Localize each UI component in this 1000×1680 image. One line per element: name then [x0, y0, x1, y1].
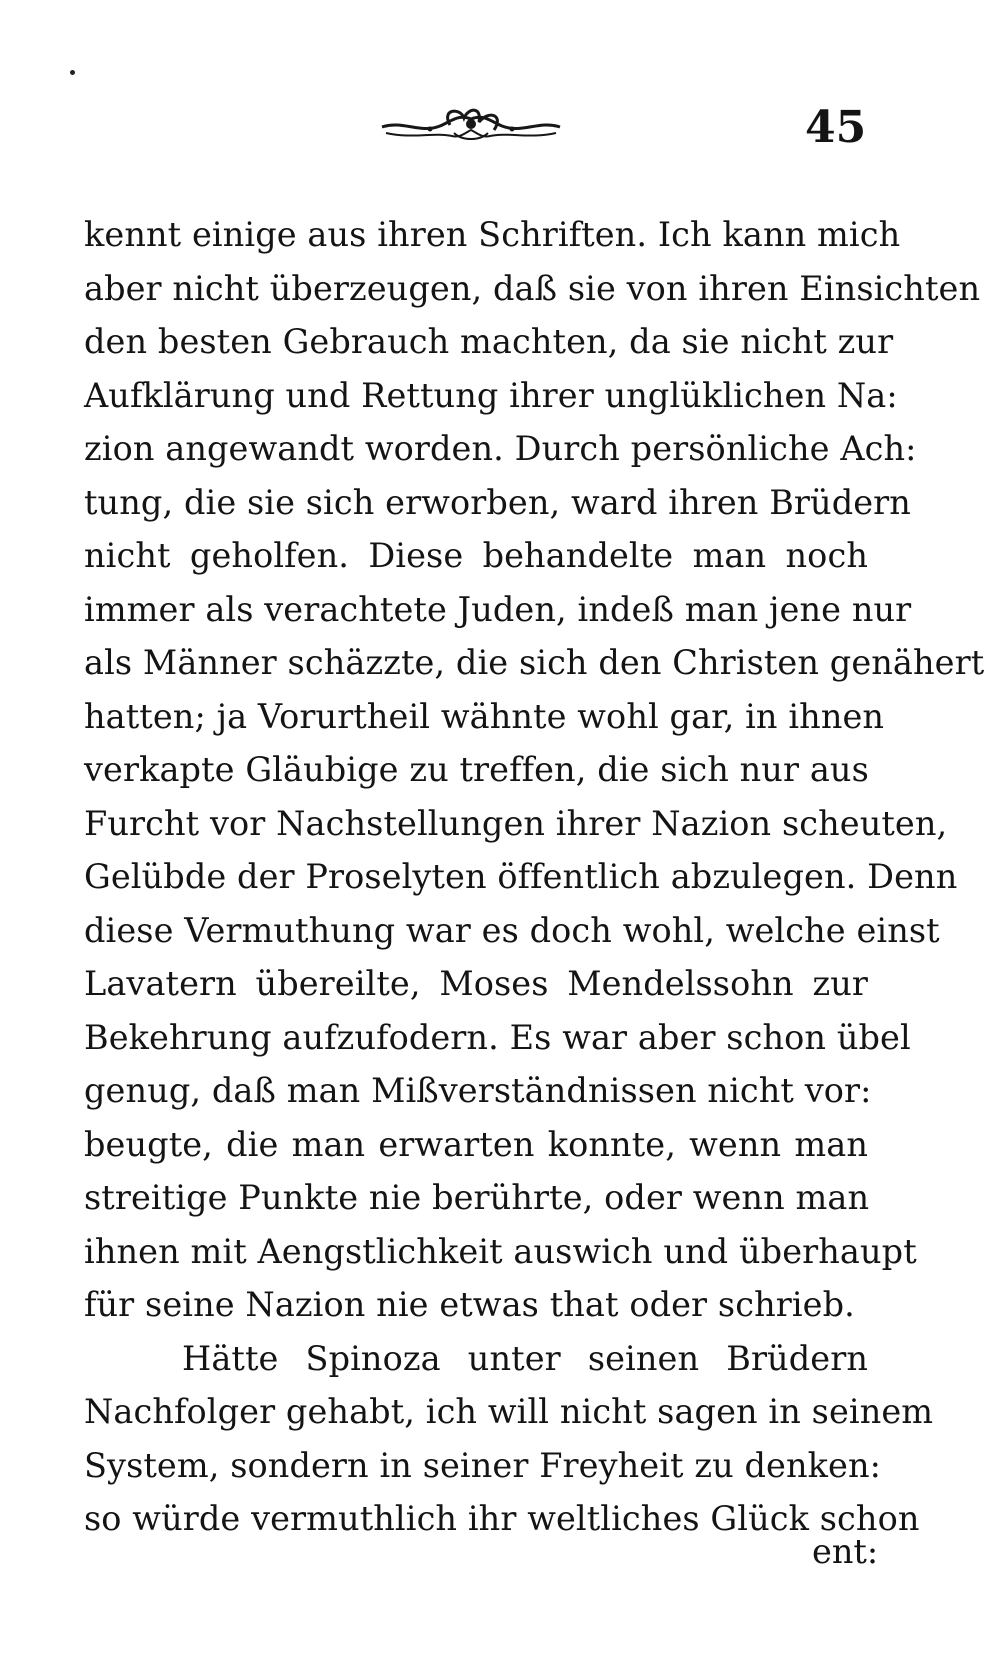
text-line: für seine Nazion nie etwas that oder schrieb. — [84, 1285, 855, 1324]
text-line: aber nicht überzeugen, daß sie von ihren Einsichten — [84, 268, 981, 308]
text-line: Bekehrung aufzufodern. Es war aber schon übel — [84, 1017, 911, 1057]
text-line: streitige Punkte nie berührte, oder wenn man — [84, 1178, 870, 1217]
text-line: kennt einige aus ihren Schriften. Ich kann mich — [84, 215, 901, 254]
text-line: ihnen mit Aengstlichkeit auswich und überhaupt — [84, 1231, 917, 1271]
page-number: 45 — [805, 102, 867, 153]
text-line: tung, die sie sich erworben, ward ihren Brüdern — [84, 482, 911, 522]
text-line: Furcht vor Nachstellungen ihrer Nazion scheuten, — [84, 803, 948, 843]
text-line: System, sondern in seiner Freyheit zu denken: — [84, 1445, 882, 1485]
text-line: diese Vermuthung war es doch wohl, welche einst — [84, 910, 940, 950]
text-line-indented: Hätte Spinoza unter seinen Brüdern — [182, 1338, 868, 1378]
catchword: ent: — [812, 1532, 879, 1571]
text-line: Nachfolger gehabt, ich will nicht sagen in seinem — [84, 1392, 934, 1431]
print-speck — [70, 70, 75, 75]
text-line: den besten Gebrauch machten, da sie nicht zur — [84, 322, 894, 361]
text-line: Lavatern übereilte, Moses Mendelssohn zur — [84, 964, 868, 1003]
text-line: so würde vermuthlich ihr weltliches Glück schon — [84, 1499, 920, 1538]
text-line: zion angewandt worden. Durch persönliche Ach: — [84, 429, 917, 468]
text-line: verkapte Gläubige zu treffen, die sich nur aus — [84, 750, 869, 789]
text-line: als Männer schäzzte, die sich den Christen genähert — [84, 643, 985, 682]
text-line: beugte, die man erwarten konnte, wenn man — [84, 1124, 868, 1164]
text-line: nicht geholfen. Diese behandelte man noch — [84, 536, 868, 575]
text-line: hatten; ja Vorurtheil wähnte wohl gar, in ihnen — [84, 696, 885, 736]
text-line: Gelübde der Proselyten öffentlich abzulegen. Denn — [84, 857, 958, 896]
text-line: genug, daß man Mißverständnissen nicht vor: — [84, 1071, 872, 1110]
text-line: Aufklärung und Rettung ihrer unglüklichen Na: — [84, 375, 898, 415]
printer-ornament-icon — [378, 102, 564, 148]
text-line: immer als verachtete Juden, indeß man jene nur — [84, 589, 912, 629]
body-text — [84, 208, 985, 1546]
